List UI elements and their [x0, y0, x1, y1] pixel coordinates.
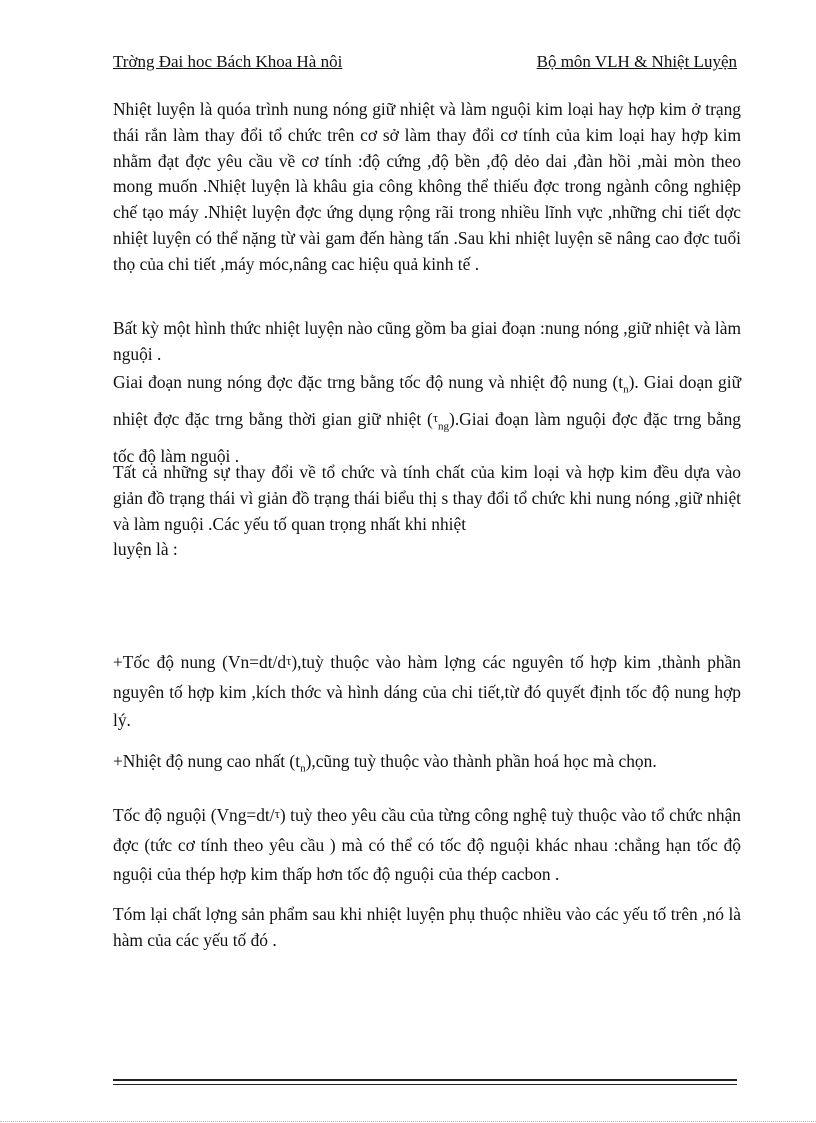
footer-rule-thin — [113, 1084, 737, 1085]
text-run: ).Giai đoạn làm nguội đợc đặc trng bằng tốc độ làm nguội . — [113, 408, 741, 466]
text-run: Tất cả những sự thay đổi về tổ chức và tính chất của kim loại và hợp kim đều dựa vào giản đồ trạng thái vì giản đồ trạng thái biểu thị s thay đổi tổ chức khi nung nóng ,giữ nhiệt và làm nguội .Các yếu tố quan trọng nhất khi nhiệt — [113, 462, 741, 534]
subscript-n: n — [300, 762, 306, 775]
paragraph-max-temperature — [113, 749, 741, 782]
text-run: +Tốc độ nung (Vn=dt/d — [113, 652, 287, 672]
page-bottom-dotted-line — [0, 1121, 816, 1122]
page-header — [113, 51, 737, 73]
tau-symbol: τ — [274, 806, 280, 821]
text-run: ). Giai doạn giữ nhiệt đợc đặc trng bằng thời gian giữ nhiệt ( — [113, 372, 741, 429]
header-university: Trờng Đai hoc Bách Khoa Hà nôi — [113, 52, 343, 71]
subscript-ng: ng — [438, 420, 450, 433]
text-run: ),cũng tuỳ thuộc vào thành phần hoá học mà chọn. — [305, 751, 657, 771]
paragraph-phase-diagram — [113, 460, 741, 563]
paragraph-definition: Nhiệt luyện là quóa trình nung nóng giữ nhiệt và làm nguội kim loại hay hợp kim ở trạng thái rắn làm thay đổi tổ chức trên cơ sở làm thay đổi cơ tính của kim loại hay hợp kim nhằm đạt đợc yêu cầu về cơ tính :độ cứng ,độ bền ,độ dẻo dai ,đàn hồi ,mài mòn theo mong muốn .Nhiệt luyện là khâu gia công không thể thiếu đợc trong ngành công nghiệp chế tạo máy .Nhiệt luyện đợc ứng dụng rộng rãi trong nhiều lĩnh vực ,những chi tiết dợc nhiệt luyện có thể nặng từ vài gam đến hàng tấn .Sau khi nhiệt luyện sẽ nâng cao đợc tuổi thọ của chi tiết ,máy móc,nâng cac hiệu quả kinh tế . — [113, 99, 741, 274]
tau-symbol: τ — [432, 409, 439, 425]
tau-symbol: τ — [286, 653, 292, 668]
paragraph-stages: Bất kỳ một hình thức nhiệt luyện nào cũng gồm ba giai đoạn :nung nóng ,giữ nhiệt và làm nguội . — [113, 318, 741, 364]
text-run: Giai đoạn nung nóng đợc đặc trng bằng tốc độ nung và nhiệt độ nung (t — [113, 372, 624, 392]
text-run: Tốc độ nguội (Vng=dt/ — [113, 805, 275, 825]
subscript-n: n — [623, 383, 629, 396]
footer-rule-thick — [113, 1079, 737, 1081]
paragraph-summary: Tóm lại chất lợng sản phẩm sau khi nhiệt luyện phụ thuộc nhiều vào các yếu tố trên ,nó là hàm của các yếu tố đó . — [113, 904, 741, 950]
paragraph-stage-details — [113, 368, 741, 471]
text-run: +Nhiệt độ nung cao nhất (t — [113, 751, 301, 771]
text-run: ),tuỳ thuộc vào hàm lợng các nguyên tố hợp kim ,thành phần nguyên tố hợp kim ,kích thớc và hình dáng của chi tiết,từ đó quyết định tốc độ nung hợp lý. — [113, 652, 742, 730]
paragraph-cooling-rate — [113, 801, 741, 889]
paragraph-heating-rate — [113, 648, 741, 734]
text-run: luyện là : — [113, 539, 178, 560]
text-run: ) tuỳ theo yêu cầu của từng công nghệ tuỳ thuộc vào tổ chức nhận đợc (tức cơ tính theo yêu cầu ) mà có thể có tốc độ nguội khác nhau :chẳng hạn tốc độ nguội của thép hợp kim thấp hơn tốc độ nguội của thép cacbon . — [113, 805, 741, 884]
header-department: Bộ môn VLH & Nhiệt Luyện — [536, 52, 737, 71]
